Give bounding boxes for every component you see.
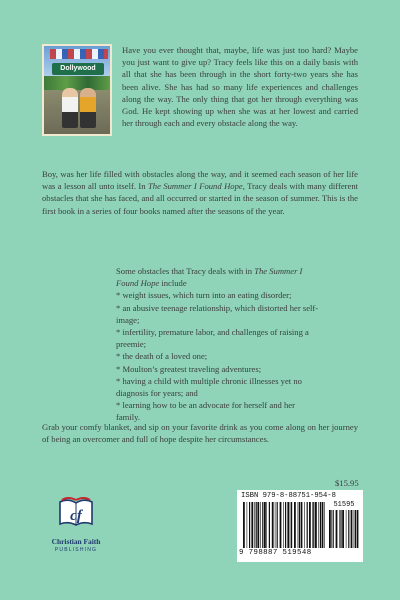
obstacles-intro-before: Some obstacles that Tracy deals with in xyxy=(116,266,255,276)
book-logo-icon xyxy=(56,494,96,534)
book-title: The Summer I Found Hope xyxy=(148,181,243,192)
closing-paragraph: Grab your comfy blanket, and sip on your favorite drink as you come along on her journey of being an overcomer and full of hope despite her circumstances. xyxy=(42,422,358,445)
logo-mark-text: cf xyxy=(70,508,82,524)
author-photo xyxy=(42,44,112,136)
price-label: $15.95 xyxy=(335,478,359,488)
publisher-tagline: PUBLISHING xyxy=(54,547,98,553)
isbn-barcode xyxy=(237,490,363,562)
obstacles-list xyxy=(116,289,320,423)
photo-person-left xyxy=(62,88,78,128)
publisher-name: Christian Faith xyxy=(51,537,101,546)
obstacles-intro xyxy=(116,265,320,289)
obstacles-intro-after: include xyxy=(159,278,187,289)
list-item: * Moulton’s greatest traveling adventures; xyxy=(116,363,262,374)
list-item: * an abusive teenage relationship, which distorted her self-image; xyxy=(116,302,319,325)
intro-paragraph: Have you ever thought that, maybe, life was just too hard? Maybe you just want to give up? Tracy feels like this on a daily basis with all that she has been through in the short forty-two years she has been alive. She has had so many life experiences and challenges along the way. The only thing that got her through everything was God. He kept showing up when she was at her lowest and carried her through each and every obstacle along the way. xyxy=(122,45,358,129)
series-paragraph-before: Boy, was her life filled with obstacles along the way, and it seemed each season of her life was a lesson all unto itself. In xyxy=(42,169,358,192)
list-item: * infertility, premature labor, and challenges of raising a preemie; xyxy=(116,327,309,350)
publisher-logo xyxy=(40,494,112,570)
barcode-digits: 9 798887 519548 xyxy=(239,549,312,557)
list-item: * weight issues, which turn into an eating disorder; xyxy=(116,290,292,301)
list-item: * the death of a loved one; xyxy=(116,351,208,362)
series-paragraph xyxy=(42,168,358,217)
barcode-addon-number: 51595 xyxy=(333,501,355,509)
obstacles-book-title: The Summer I Found Hope xyxy=(116,266,303,289)
photo-person-right xyxy=(80,88,96,128)
isbn-text: ISBN 979-8-88751-954-8 xyxy=(241,492,336,500)
list-item: * learning how to be an advocate for herself and her family. xyxy=(116,400,295,423)
list-item: * having a child with multiple chronic illnesses yet no diagnosis for years; and xyxy=(116,375,302,399)
obstacles-list-block xyxy=(116,265,320,424)
barcode-addon-bars xyxy=(329,510,359,548)
barcode-bars xyxy=(243,502,325,548)
photo-flag xyxy=(50,49,108,59)
series-paragraph-after: , Tracy deals with many different obstacles that she has faced, and all occurred or started in the season of summer. This is the first book in a series of four books named after the seasons of the year. xyxy=(42,181,358,216)
photo-sign: Dollywood xyxy=(52,63,104,75)
